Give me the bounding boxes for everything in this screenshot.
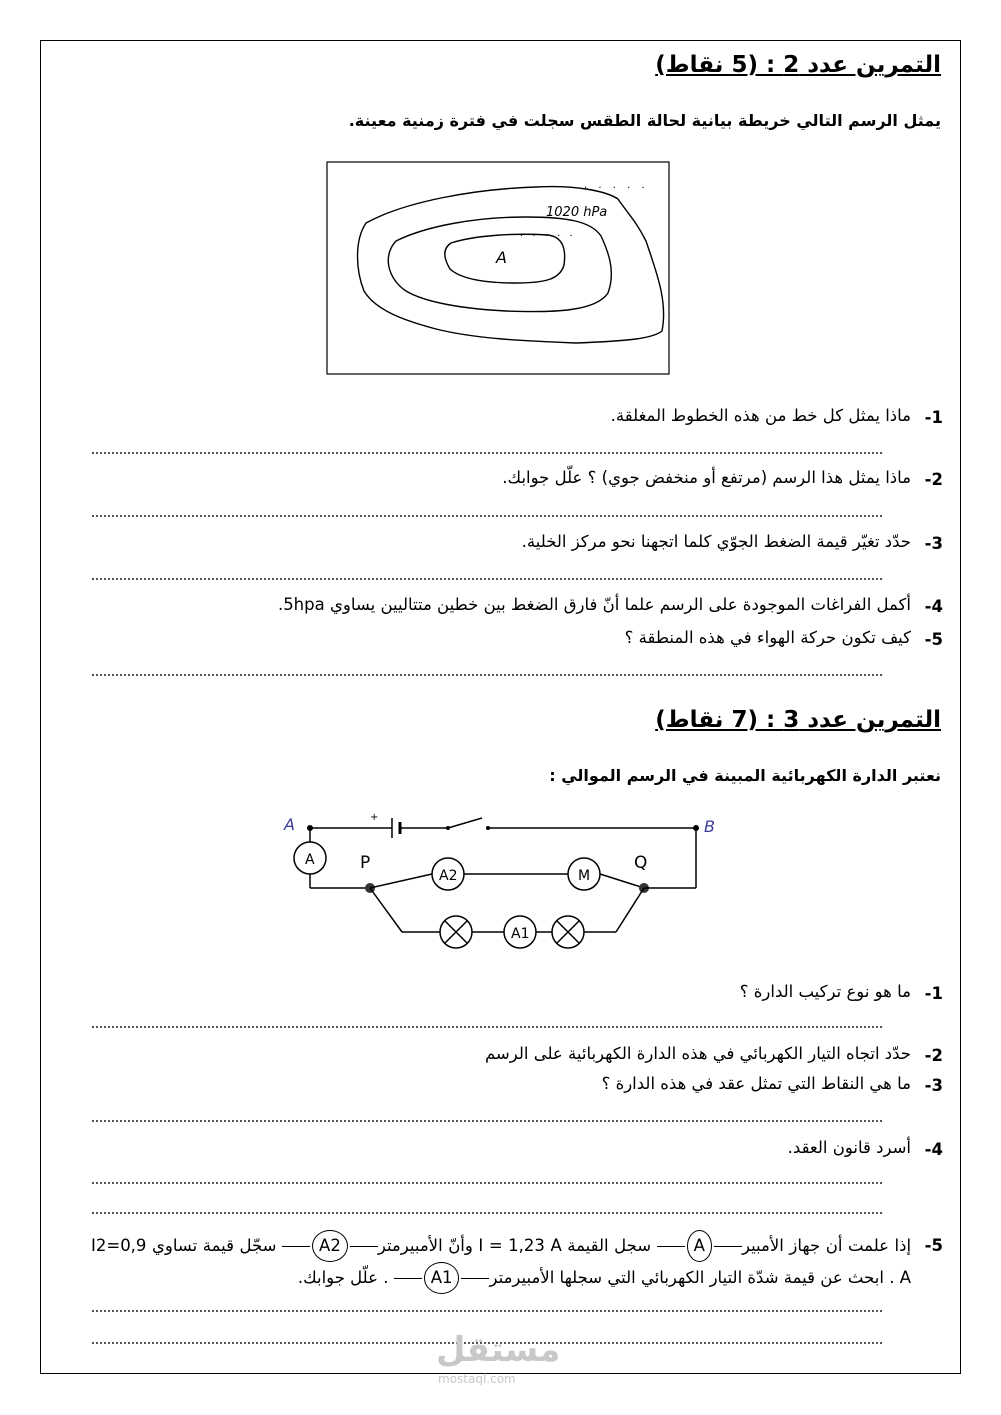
ex2-question-4: أكمل الفراغات الموجودة على الرسم علما أنّ فارق الضغط بين خطين متتاليين يساوي 5hpa. [277, 595, 911, 614]
map-pressure-label: 1020 hPa [546, 205, 608, 220]
answer-line [92, 1182, 882, 1184]
question-number: -4 [924, 597, 943, 616]
exercise-3-title: التمرين عدد 3 : (7 نقاط) [655, 707, 941, 733]
answer-line [92, 1120, 882, 1122]
question-number: -3 [924, 1076, 943, 1095]
circuit-diagram [282, 808, 722, 958]
ex2-question-5: كيف تكون حركة الهواء في هذه المنطقة ؟ [624, 628, 911, 647]
svg-text:A: A [305, 852, 315, 868]
ex2-question-1: ماذا يمثل كل خط من هذه الخطوط المغلقة. [610, 406, 911, 425]
question-number: -2 [924, 470, 943, 489]
svg-text:A1: A1 [511, 926, 530, 942]
question-number: -5 [924, 630, 943, 649]
ammeter-symbol-a1: A1 [424, 1262, 460, 1294]
watermark-url: mostaql.com [438, 1372, 516, 1386]
map-border [327, 162, 669, 374]
ex3-question-2: حدّد اتجاه التيار الكهربائي في هذه الدارة الكهربائية على الرسم [484, 1044, 911, 1063]
exercise-2-title: التمرين عدد 2 : (5 نقاط) [655, 52, 941, 78]
svg-text:M: M [578, 868, 591, 884]
question-number: -1 [924, 984, 943, 1003]
ex2-question-2: ماذا يمثل هذا الرسم (مرتفع أو منخفض جوي) ؟ علّل جوابك. [502, 468, 911, 487]
answer-line [92, 674, 882, 676]
svg-text:. . . . .: . . . . . [520, 228, 576, 239]
answer-line [92, 578, 882, 580]
map-center-label: A [496, 248, 507, 267]
ex3-question-5: إذا علمت أن جهاز الأمبيرA سجل القيمة I = 1,23 A وأنّ الأمبيرمترA2 سجّل قيمة تساوي I2=0,9 A . ابحث عن قيمة شدّة التيار الكهربائي التي سجلها الأمبيرمترA1 . علّل جوابك. [91, 1230, 911, 1294]
answer-line [92, 1026, 882, 1028]
ex2-question-3: حدّد تغيّر قيمة الضغط الجوّي كلما اتجهنا نحو مركز الخلية. [521, 532, 911, 551]
question-number: -3 [924, 534, 943, 553]
answer-line [92, 1310, 882, 1312]
exercise-2-intro: يمثل الرسم التالي خريطة بيانية لحالة الطقس سجلت في فترة زمنية معينة. [348, 111, 941, 130]
ex3-question-1: ما هو نوع تركيب الدارة ؟ [739, 982, 911, 1001]
point-b-label: B [704, 817, 715, 836]
question-number: -1 [924, 408, 943, 427]
watermark-logo: مستقل [436, 1330, 561, 1370]
svg-text:A2: A2 [439, 868, 458, 884]
answer-line [92, 1212, 882, 1214]
question-number: -2 [924, 1046, 943, 1065]
ammeter-symbol-a: A [687, 1230, 712, 1262]
answer-line [92, 452, 882, 454]
ex3-question-3: ما هي النقاط التي تمثل عقد في هذه الدارة ؟ [601, 1074, 911, 1093]
exercise-3-intro: نعتبر الدارة الكهربائية المبينة في الرسم الموالي : [549, 766, 941, 785]
node-q-label: Q [634, 853, 648, 873]
pressure-map [326, 161, 670, 375]
point-a-label: A [284, 815, 295, 834]
question-number: -4 [924, 1140, 943, 1159]
ammeter-symbol-a2: A2 [312, 1230, 348, 1262]
svg-text:+: + [370, 812, 379, 823]
answer-line [92, 515, 882, 517]
svg-text:. . . . .: . . . . . [584, 180, 649, 191]
switch [448, 818, 482, 828]
question-number: -5 [924, 1236, 943, 1255]
ex3-question-4: أسرد قانون العقد. [787, 1138, 911, 1157]
node-p-label: P [360, 853, 371, 873]
